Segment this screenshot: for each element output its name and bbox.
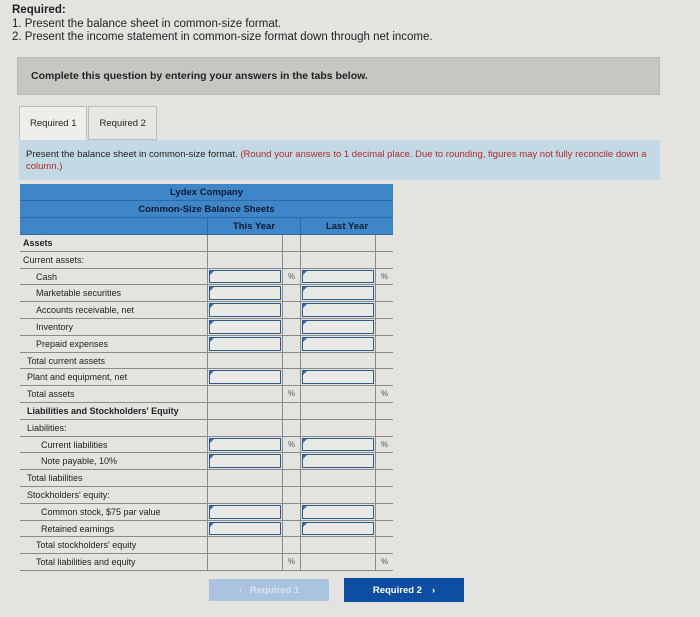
last-year-input[interactable] [302, 303, 374, 317]
requirements [12, 4, 433, 45]
tab-required-2[interactable]: Required 2 [88, 106, 156, 140]
table-row [20, 353, 393, 370]
last-year-cell[interactable] [300, 504, 375, 520]
table-row [20, 521, 393, 538]
this-year-percent-cell [282, 453, 300, 469]
row-label: Retained earnings [41, 523, 115, 534]
rounding-note: (Round your answers to 1 decimal place. Due to rounding, figures may not fully reconcile down a column.) [26, 149, 647, 172]
last-year-cell[interactable] [300, 319, 375, 335]
this-year-percent-cell: % [282, 554, 300, 570]
balance-sheet-table [20, 184, 393, 571]
last-year-percent-cell: % [375, 554, 393, 570]
table-row [20, 487, 393, 504]
this-year-input[interactable] [209, 303, 281, 317]
table-row [20, 369, 393, 386]
last-year-cell [300, 252, 375, 268]
requirement-1: 1. Present the balance sheet in common-size format. [12, 17, 282, 30]
last-year-cell [300, 403, 375, 419]
tab-bar [19, 106, 158, 140]
this-year-cell[interactable] [207, 453, 282, 469]
this-year-percent-cell [282, 470, 300, 486]
last-year-cell[interactable] [300, 336, 375, 352]
row-label: Liabilities: [27, 422, 67, 433]
chevron-right-icon: › [431, 584, 436, 596]
last-year-cell[interactable] [300, 302, 375, 318]
row-label: Prepaid expenses [36, 338, 109, 349]
table-row [20, 319, 393, 336]
row-label: Cash [36, 271, 58, 282]
this-year-percent-cell [282, 504, 300, 520]
last-year-cell[interactable] [300, 369, 375, 385]
this-year-cell [207, 252, 282, 268]
last-year-cell [300, 353, 375, 369]
this-year-percent-cell [282, 420, 300, 436]
this-year-input[interactable] [209, 320, 281, 334]
last-year-input[interactable] [302, 522, 374, 536]
column-header-row [20, 218, 393, 235]
this-year-percent-cell [282, 537, 300, 553]
last-year-percent-cell: % [375, 437, 393, 453]
this-year-cell[interactable] [207, 437, 282, 453]
this-year-input[interactable] [209, 522, 281, 536]
row-label: Current liabilities [41, 439, 108, 450]
last-year-input[interactable] [302, 286, 374, 300]
last-year-percent-cell [375, 369, 393, 385]
this-year-percent-cell [282, 252, 300, 268]
last-year-cell [300, 554, 375, 570]
this-year-cell [207, 235, 282, 251]
table-row [20, 537, 393, 554]
row-label: Plant and equipment, net [27, 372, 128, 383]
last-year-percent-cell [375, 521, 393, 537]
last-year-input[interactable] [302, 320, 374, 334]
this-year-input[interactable] [209, 438, 281, 452]
this-year-cell [207, 537, 282, 553]
this-year-cell [207, 353, 282, 369]
table-row [20, 235, 393, 252]
this-year-cell[interactable] [207, 319, 282, 335]
instruction-banner: Complete this question by entering your answers in the tabs below. [17, 57, 660, 95]
last-year-input[interactable] [302, 505, 374, 519]
last-year-percent-cell [375, 285, 393, 301]
last-year-percent-cell [375, 235, 393, 251]
this-year-cell[interactable] [207, 336, 282, 352]
row-label: Accounts receivable, net [36, 305, 135, 316]
requirements-title: Required: [12, 4, 66, 16]
table-row [20, 554, 393, 571]
row-label: Inventory [36, 321, 74, 332]
this-year-percent-cell [282, 353, 300, 369]
last-year-percent-cell [375, 504, 393, 520]
last-year-cell[interactable] [300, 453, 375, 469]
last-year-input[interactable] [302, 370, 374, 384]
this-year-cell[interactable] [207, 269, 282, 285]
this-year-percent-cell [282, 336, 300, 352]
this-year-cell [207, 403, 282, 419]
this-year-percent-cell [282, 521, 300, 537]
next-button-label: Required 2 [372, 584, 422, 596]
table-row [20, 504, 393, 521]
this-year-header: This Year [207, 218, 300, 234]
this-year-input[interactable] [209, 505, 281, 519]
prev-required-button[interactable] [209, 579, 329, 601]
this-year-cell [207, 487, 282, 503]
this-year-percent-cell [282, 319, 300, 335]
this-year-cell [207, 386, 282, 402]
table-row [20, 420, 393, 437]
row-label: Total liabilities [27, 473, 83, 484]
this-year-cell[interactable] [207, 504, 282, 520]
last-year-percent-cell [375, 336, 393, 352]
this-year-cell[interactable] [207, 285, 282, 301]
this-year-percent-cell [282, 369, 300, 385]
row-label: Total assets [27, 389, 75, 400]
last-year-input[interactable] [302, 454, 374, 468]
this-year-input[interactable] [209, 337, 281, 351]
row-label: Stockholders' equity: [27, 489, 110, 500]
last-year-cell[interactable] [300, 269, 375, 285]
last-year-percent-cell [375, 302, 393, 318]
last-year-cell[interactable] [300, 285, 375, 301]
this-year-input[interactable] [209, 370, 281, 384]
this-year-input[interactable] [209, 454, 281, 468]
last-year-percent-cell: % [375, 386, 393, 402]
table-row [20, 302, 393, 319]
last-year-percent-cell [375, 353, 393, 369]
requirement-2: 2. Present the income statement in common-size format down through net income. [12, 31, 433, 43]
last-year-percent-cell [375, 487, 393, 503]
sheet-title: Common-Size Balance Sheets [20, 201, 393, 218]
this-year-cell [207, 554, 282, 570]
prev-button-label: Required 1 [250, 584, 300, 596]
chevron-left-icon: ‹ [238, 584, 243, 596]
this-year-input[interactable] [209, 286, 281, 300]
row-label: Total liabilities and equity [36, 557, 136, 568]
table-row [20, 336, 393, 353]
this-year-percent-cell [282, 285, 300, 301]
company-name: Lydex Company [20, 184, 393, 201]
last-year-cell [300, 537, 375, 553]
table-row [20, 269, 393, 286]
last-year-percent-cell: % [375, 269, 393, 285]
row-label: Marketable securities [36, 288, 122, 299]
row-label: Total stockholders' equity [36, 540, 137, 551]
this-year-cell [207, 420, 282, 436]
this-year-cell[interactable] [207, 369, 282, 385]
this-year-percent-cell [282, 487, 300, 503]
this-year-percent-cell [282, 235, 300, 251]
table-row [20, 437, 393, 454]
last-year-cell[interactable] [300, 521, 375, 537]
table-body [20, 235, 393, 571]
row-label: Liabilities and Stockholders' Equity [27, 405, 179, 416]
table-row [20, 403, 393, 420]
tab-required-1[interactable]: Required 1 [19, 106, 87, 140]
last-year-input[interactable] [302, 337, 374, 351]
row-label: Total current assets [27, 355, 106, 366]
last-year-cell [300, 487, 375, 503]
last-year-percent-cell [375, 470, 393, 486]
table-row [20, 252, 393, 269]
last-year-cell [300, 235, 375, 251]
table-row [20, 453, 393, 470]
this-year-percent-cell [282, 302, 300, 318]
row-label: Common stock, $75 par value [41, 506, 161, 517]
row-label: Assets [23, 238, 53, 248]
last-year-cell [300, 420, 375, 436]
last-year-percent-cell [375, 453, 393, 469]
this-year-percent-cell: % [282, 386, 300, 402]
last-year-percent-cell [375, 537, 393, 553]
last-year-cell[interactable] [300, 437, 375, 453]
table-row [20, 285, 393, 302]
row-label: Note payable, 10% [41, 456, 118, 467]
this-year-percent-cell: % [282, 269, 300, 285]
last-year-percent-cell [375, 403, 393, 419]
this-year-cell[interactable] [207, 302, 282, 318]
table-row [20, 470, 393, 487]
next-required-button[interactable] [344, 578, 464, 602]
last-year-input[interactable] [302, 270, 374, 284]
table-row [20, 386, 393, 403]
this-year-percent-cell: % [282, 437, 300, 453]
last-year-input[interactable] [302, 438, 374, 452]
question-prompt [19, 140, 660, 180]
prompt-text: Present the balance sheet in common-size format. [26, 149, 238, 160]
label-column-header [20, 218, 207, 234]
this-year-percent-cell [282, 403, 300, 419]
last-year-cell [300, 470, 375, 486]
row-label: Current assets: [23, 254, 85, 265]
last-year-cell [300, 386, 375, 402]
last-year-percent-cell [375, 252, 393, 268]
this-year-cell[interactable] [207, 521, 282, 537]
this-year-cell [207, 470, 282, 486]
last-year-percent-cell [375, 420, 393, 436]
this-year-input[interactable] [209, 270, 281, 284]
last-year-header: Last Year [300, 218, 393, 234]
last-year-percent-cell [375, 319, 393, 335]
